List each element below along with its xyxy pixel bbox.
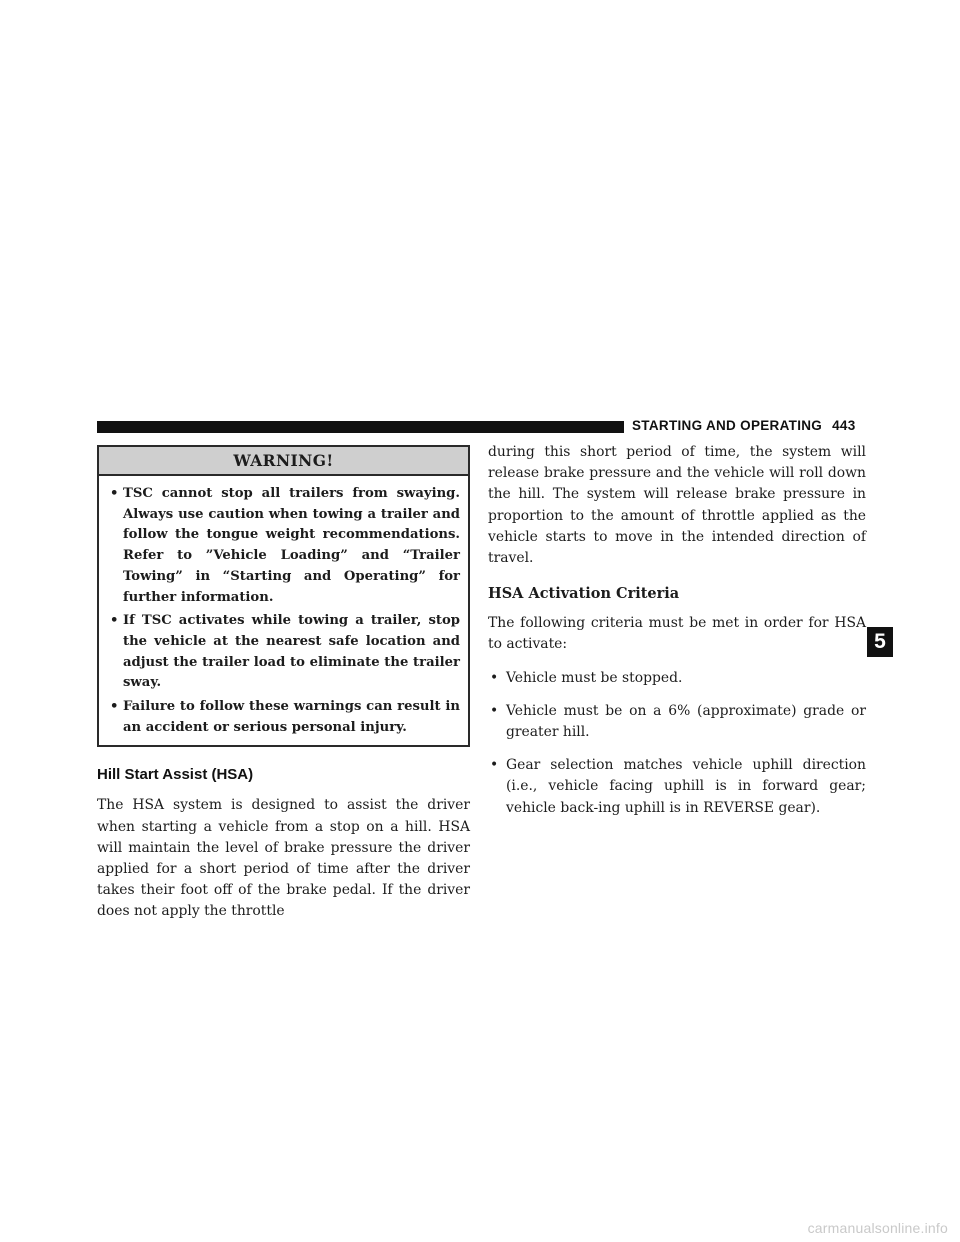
page-number: 443 [832,418,856,433]
hsa-paragraph: The HSA system is designed to assist the driver when starting a vehicle from a stop on a hill. HSA will maintain the level of brake pressure the driver applied for a short period of time after the driver takes their foot off of the brake pedal. If the driver does not apply the throttle [97,797,470,920]
criteria-item [488,755,866,819]
bullet-icon: • [490,669,499,686]
criteria-item [488,701,866,743]
warning-item [107,484,460,608]
warning-box [97,445,470,747]
warning-item [107,611,460,694]
warning-item-text: TSC cannot stop all trailers from swaying. Always use caution when towing a trailer and follow the tongue weight recommendations. Refer to ”Vehicle Loading” and “Trailer Towing” in “Starting and Operating” for further information. [123,486,460,605]
warning-item-text: If TSC activates while towing a trailer, stop the vehicle at the nearest safe location and adjust the trailer load to eliminate the trailer sway. [123,613,460,691]
header-rule [97,421,624,433]
bullet-icon: • [110,699,119,715]
criteria-item [488,668,866,689]
bullet-icon: • [110,486,119,501]
criteria-item-text: Vehicle must be stopped. [506,669,683,686]
warning-body [99,476,468,745]
activation-intro: The following criteria must be met in order for HSA to activate: [488,615,866,653]
warning-title: WARNING! [99,447,468,476]
section-name: STARTING AND OPERATING [632,418,823,433]
bullet-icon: • [490,702,499,719]
right-column [488,442,866,819]
left-column [97,445,470,923]
bullet-icon: • [490,757,499,774]
criteria-item-text: Vehicle must be on a 6% (approximate) grade or greater hill. [506,702,866,741]
bullet-icon: • [110,613,119,629]
chapter-tab: 5 [867,627,893,657]
criteria-item-text: Gear selection matches vehicle uphill direction (i.e., vehicle facing uphill is in forward gear; vehicle back-ing uphill is in REVERSE gear). [506,757,866,816]
watermark-text: carmanualsonline.info [807,1220,948,1236]
section-title-hsa: Hill Start Assist (HSA) [97,766,254,784]
subheading-activation-criteria: HSA Activation Criteria [488,585,680,603]
warning-item-text: Failure to follow these warnings can result in an accident or serious personal injury. [123,699,460,735]
warning-item [107,697,460,738]
running-header [632,418,856,433]
hsa-paragraph-continued: during this short period of time, the system will release brake pressure and the vehicle will roll down the hill. The system will release brake pressure in proportion to the amount of throttle applied as the vehicle starts to move in the intended direction of travel. [488,444,866,567]
